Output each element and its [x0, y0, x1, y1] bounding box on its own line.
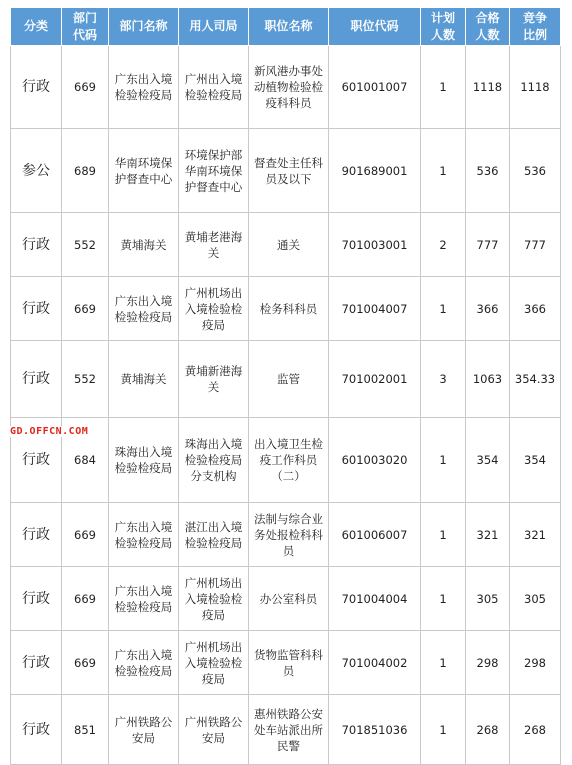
cell-dept-name: 广东出入境检验检疫局 [109, 277, 179, 341]
cell-dept-name: 黄埔海关 [109, 341, 179, 418]
cell-bureau: 广州机场出入境检验检疫局 [179, 631, 249, 695]
cell-bureau: 珠海出入境检验检疫局分支机构 [179, 418, 249, 503]
cell-dept-code: 684 [62, 418, 109, 503]
cell-category: 行政 [11, 567, 62, 631]
cell-plan: 3 [421, 341, 466, 418]
cell-dept-name: 广州铁路公安局 [109, 695, 179, 765]
cell-dept-name: 黄埔海关 [109, 213, 179, 277]
cell-ratio: 366 [510, 277, 561, 341]
header-row [11, 8, 561, 46]
cell-dept-code: 669 [62, 631, 109, 695]
table-row [11, 341, 561, 418]
cell-bureau: 广州出入境检验检疫局 [179, 46, 249, 129]
table-row [11, 277, 561, 341]
cell-qualified: 305 [466, 567, 510, 631]
cell-qualified: 354 [466, 418, 510, 503]
cell-ratio: 298 [510, 631, 561, 695]
cell-dept-name: 华南环境保护督查中心 [109, 129, 179, 213]
cell-category: 行政 [11, 503, 62, 567]
cell-dept-code: 552 [62, 341, 109, 418]
cell-position: 惠州铁路公安处车站派出所民警 [249, 695, 329, 765]
cell-position-code: 601003020 [329, 418, 421, 503]
table-row [11, 213, 561, 277]
cell-category: 行政 [11, 341, 62, 418]
cell-bureau: 广州铁路公安局 [179, 695, 249, 765]
table-row [11, 129, 561, 213]
header-dept-code: 部门代码 [62, 8, 109, 46]
cell-plan: 1 [421, 277, 466, 341]
cell-ratio: 321 [510, 503, 561, 567]
cell-plan: 1 [421, 418, 466, 503]
cell-dept-code: 552 [62, 213, 109, 277]
cell-position: 货物监管科科员 [249, 631, 329, 695]
cell-position: 通关 [249, 213, 329, 277]
cell-position: 办公室科员 [249, 567, 329, 631]
cell-ratio: 777 [510, 213, 561, 277]
position-table [10, 7, 561, 765]
cell-category: 行政 [11, 631, 62, 695]
cell-category: 行政 [11, 46, 62, 129]
cell-plan: 1 [421, 46, 466, 129]
cell-position: 监管 [249, 341, 329, 418]
cell-plan: 1 [421, 695, 466, 765]
cell-plan: 1 [421, 567, 466, 631]
cell-ratio: 354.33 [510, 341, 561, 418]
cell-plan: 1 [421, 631, 466, 695]
cell-position-code: 701004004 [329, 567, 421, 631]
header-dept-name: 部门名称 [109, 8, 179, 46]
cell-position: 督查处主任科员及以下 [249, 129, 329, 213]
cell-plan: 1 [421, 129, 466, 213]
cell-dept-name: 广东出入境检验检疫局 [109, 503, 179, 567]
cell-dept-code: 669 [62, 567, 109, 631]
cell-qualified: 1118 [466, 46, 510, 129]
cell-dept-name: 珠海出入境检验检疫局 [109, 418, 179, 503]
cell-dept-code: 669 [62, 46, 109, 129]
cell-ratio: 305 [510, 567, 561, 631]
site-watermark: GD.OFFCN.COM [10, 426, 89, 437]
cell-ratio: 1118 [510, 46, 561, 129]
cell-bureau: 湛江出入境检验检疫局 [179, 503, 249, 567]
cell-position: 检务科科员 [249, 277, 329, 341]
cell-bureau: 环境保护部华南环境保护督查中心 [179, 129, 249, 213]
cell-qualified: 536 [466, 129, 510, 213]
cell-position: 出入境卫生检疫工作科员（二） [249, 418, 329, 503]
table-row [11, 631, 561, 695]
table-row [11, 695, 561, 765]
header-position-code: 职位代码 [329, 8, 421, 46]
cell-bureau: 广州机场出入境检验检疫局 [179, 277, 249, 341]
table-row [11, 567, 561, 631]
cell-category: 参公 [11, 129, 62, 213]
cell-qualified: 298 [466, 631, 510, 695]
cell-position-code: 701004002 [329, 631, 421, 695]
cell-position-code: 701002001 [329, 341, 421, 418]
cell-bureau: 广州机场出入境检验检疫局 [179, 567, 249, 631]
header-category: 分类 [11, 8, 62, 46]
cell-qualified: 366 [466, 277, 510, 341]
cell-position-code: 601001007 [329, 46, 421, 129]
cell-dept-code: 669 [62, 277, 109, 341]
cell-plan: 2 [421, 213, 466, 277]
cell-dept-name: 广东出入境检验检疫局 [109, 567, 179, 631]
cell-category: 行政 [11, 213, 62, 277]
cell-position: 法制与综合业务处报检科科员 [249, 503, 329, 567]
cell-qualified: 268 [466, 695, 510, 765]
table-row [11, 46, 561, 129]
cell-qualified: 1063 [466, 341, 510, 418]
cell-position-code: 701004007 [329, 277, 421, 341]
table-row [11, 418, 561, 503]
cell-position-code: 701003001 [329, 213, 421, 277]
cell-category: 行政 [11, 695, 62, 765]
cell-dept-code: 689 [62, 129, 109, 213]
cell-category: 行政 [11, 277, 62, 341]
header-plan: 计划人数 [421, 8, 466, 46]
cell-dept-name: 广东出入境检验检疫局 [109, 631, 179, 695]
header-qualified: 合格人数 [466, 8, 510, 46]
cell-bureau: 黄埔新港海关 [179, 341, 249, 418]
cell-plan: 1 [421, 503, 466, 567]
cell-ratio: 536 [510, 129, 561, 213]
header-bureau: 用人司局 [179, 8, 249, 46]
cell-dept-name: 广东出入境检验检疫局 [109, 46, 179, 129]
table-row [11, 503, 561, 567]
header-ratio: 竞争比例 [510, 8, 561, 46]
cell-qualified: 321 [466, 503, 510, 567]
cell-qualified: 777 [466, 213, 510, 277]
cell-dept-code: 851 [62, 695, 109, 765]
cell-position-code: 601006007 [329, 503, 421, 567]
cell-ratio: 354 [510, 418, 561, 503]
cell-category: 行政 [11, 418, 62, 503]
cell-dept-code: 669 [62, 503, 109, 567]
header-position: 职位名称 [249, 8, 329, 46]
cell-ratio: 268 [510, 695, 561, 765]
cell-position: 新风港办事处动植物检验检疫科科员 [249, 46, 329, 129]
cell-position-code: 901689001 [329, 129, 421, 213]
cell-position-code: 701851036 [329, 695, 421, 765]
cell-bureau: 黄埔老港海关 [179, 213, 249, 277]
